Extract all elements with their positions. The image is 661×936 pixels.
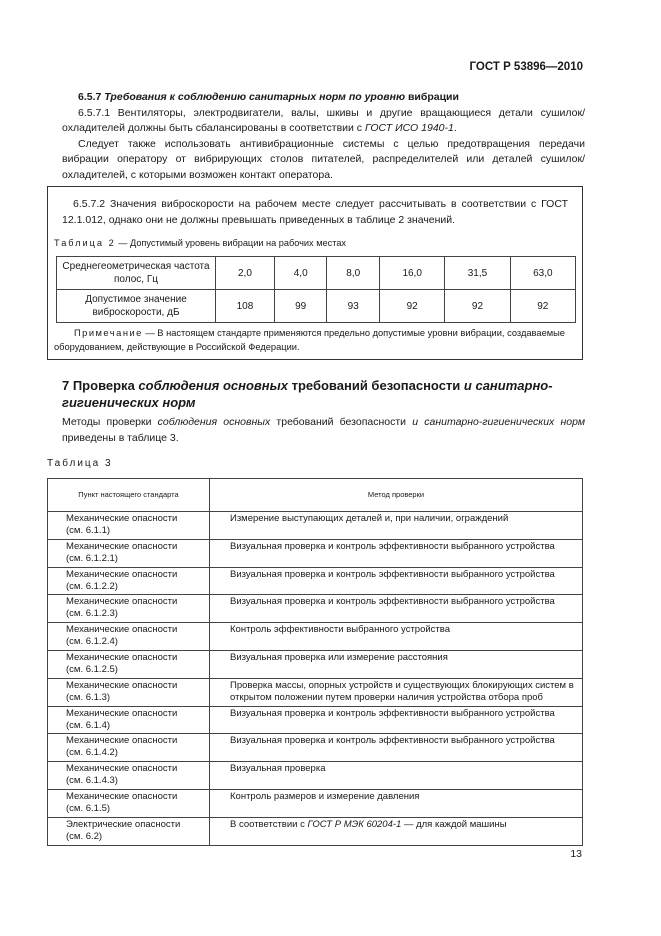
clause-item: Механические опасности [66,540,178,552]
table-cell: 92 [380,290,445,323]
clause-cell [48,789,210,817]
table-row-label: Допустимое значение виброскорости, дБ [57,290,216,323]
clause-cell [48,762,210,790]
clause-cell [48,623,210,651]
table-3 [47,478,583,846]
clause-ref: (см. 6.1.4.2) [66,747,118,759]
table-3-body [48,512,583,846]
clause-ref: (см. 6.1.4.3) [66,775,118,787]
clause-cell [48,567,210,595]
table-row-velocity [57,290,576,323]
clause-ref: (см. 6.1.4) [66,719,111,731]
table-row [48,678,583,706]
table-2-caption: Таблица 2 — Допустимый уровень вибрации на рабочих местах [54,238,347,248]
clause-item: Механические опасности [66,763,178,775]
clause-ref: (см. 6.1.2.2) [66,580,118,592]
column-header-method: Метод проверки [210,479,583,512]
clause-cell [48,706,210,734]
table-header-row [48,479,583,512]
table-row [48,539,583,567]
clause-item: Механические опасности [66,651,178,663]
section-6-5-7-title: 6.5.7 Требования к соблюдению санитарных норм по уровню вибрации [78,91,459,103]
table-cell: 4,0 [274,257,327,290]
table-cell: 8,0 [327,257,380,290]
clause-item: Механические опасности [66,735,178,747]
table-row [48,706,583,734]
table-row [48,595,583,623]
table-cell: 2,0 [216,257,275,290]
table-row-label: Среднегеометрическая частота полос, Гц [57,257,216,290]
clause-ref: (см. 6.1.2.4) [66,636,118,648]
table-cell: 31,5 [445,257,510,290]
clause-item: Механические опасности [66,568,178,580]
clause-cell [48,734,210,762]
standard-reference: ГОСТ Р МЭК 60204-1 [307,818,402,830]
clause-ref: (см. 6.2) [66,830,103,842]
column-header-clause: Пункт настоящего стандарта [48,479,210,512]
clause-cell [48,650,210,678]
clause-item: Механические опасности [66,513,178,524]
table-row [48,650,583,678]
table-row [48,567,583,595]
table-row-frequency [57,257,576,290]
table-row [48,623,583,651]
table-cell: 108 [216,290,275,323]
document-header: ГОСТ Р 53896—2010 [469,61,583,73]
paragraph-6-5-7-2: 6.5.7.2 Значения виброскорости на рабочем месте следует рассчитывать в соответствии с ГОСТ 12.1.012, однако они не должны превышать приведенных в таблице 2 значений. [62,198,568,226]
clause-ref: (см. 6.1.2.3) [66,608,118,620]
method-cell: Контроль размеров и измерение давления [210,789,583,817]
method-cell: Проверка массы, опорных устройств и существующих блокирующих систем в открытом положении путем проверки наличия устройства отбора проб [210,678,583,706]
table-cell: 92 [445,290,510,323]
method-cell: Визуальная проверка и контроль эффективности выбранного устройства [210,539,583,567]
paragraph-antivibration: Следует также использовать антивибрационные системы с целью предотвращения передачи вибрации оператору от вибрирующих столов питателей, распределителей или деталей сушилок/охладителей, с которыми возможен контакт оператора. [62,137,585,181]
clause-ref: (см. 6.1.1) [66,525,111,536]
table-cell: 99 [274,290,327,323]
section-7-text: Методы проверки соблюдения основных требований безопасности и санитарно-гигиенических норм приведены в таблице 3. [62,416,586,444]
method-cell: Визуальная проверка и контроль эффективности выбранного устройства [210,567,583,595]
method-cell: Визуальная проверка [210,762,583,790]
table-row [48,512,583,540]
clause-cell [48,817,210,845]
method-cell: В соответствии с ГОСТ Р МЭК 60204-1 — для каждой машины [210,817,583,845]
table-2-note: Примечание — В настоящем стандарте применяются предельно допустимые уровни вибрации, создаваемые оборудованием, действующие в Российской Федерации. [54,328,565,352]
table-row [48,762,583,790]
clause-item: Механические опасности [66,624,178,636]
table-row [48,789,583,817]
paragraph-6-5-7-1: 6.5.7.1 Вентиляторы, электродвигатели, валы, шкивы и другие вращающиеся детали сушилок/охладителей должны быть сбалансированы в соответствии с ГОСТ ИСО 1940-1. [62,106,585,134]
table-2 [56,256,576,323]
standard-reference: ГОСТ ИСО 1940-1 [364,122,454,134]
clause-cell [48,539,210,567]
clause-ref: (см. 6.1.5) [66,802,111,814]
clause-item: Механические опасности [66,707,178,719]
table-cell: 16,0 [380,257,445,290]
clause-item: Электрические опасности [66,818,181,830]
clause-ref: (см. 6.1.2.1) [66,552,118,564]
clause-item: Механические опасности [66,679,178,691]
table-row [48,817,583,845]
section-6-5-7 [62,90,585,183]
boxed-section-6-5-7-2 [47,186,583,360]
clause-item: Механические опасности [66,596,178,608]
clause-ref: (см. 6.1.2.5) [66,663,118,675]
table-3-caption: Таблица 3 [47,458,113,469]
clause-item: Механические опасности [66,790,178,802]
clause-cell [48,595,210,623]
clause-ref: (см. 6.1.3) [66,691,111,703]
table-row [48,734,583,762]
section-7-title: 7 Проверка соблюдения основных требований безопасности и санитарно-гигиенических норм [62,378,553,410]
method-cell: Визуальная проверка и контроль эффективности выбранного устройства [210,595,583,623]
table-cell: 93 [327,290,380,323]
table-cell: 63,0 [510,257,575,290]
method-cell: Визуальная проверка и контроль эффективности выбранного устройства [210,706,583,734]
table-cell: 92 [510,290,575,323]
page-number: 13 [570,848,582,860]
method-cell: Визуальная проверка или измерение расстояния [210,650,583,678]
method-cell: Измерение выступающих деталей и, при наличии, ограждений [210,512,583,540]
clause-cell [48,678,210,706]
method-cell: Контроль эффективности выбранного устройства [210,623,583,651]
clause-cell [48,512,210,540]
method-cell: Визуальная проверка и контроль эффективности выбранного устройства [210,734,583,762]
